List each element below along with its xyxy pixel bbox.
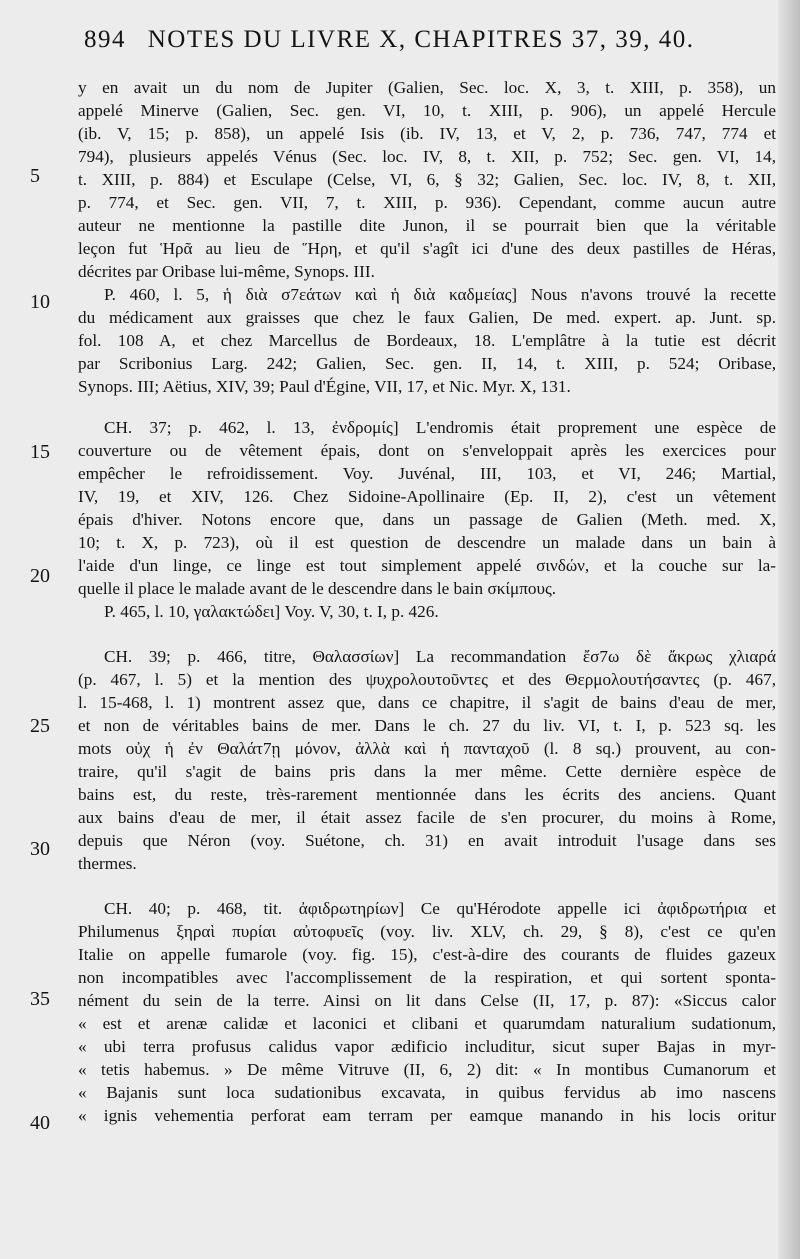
text-line: quelle il place le malade avant de le descendre dans le bain σκίμπους. (78, 579, 557, 598)
text-line: l. 15-468, l. 1) montrent assez que, dans ce chapitre, il s'agit de bains d'eau de mer, (78, 693, 776, 712)
text-line: 10; t. X, p. 723), où il est question de descendre un malade dans un bain à (78, 533, 776, 552)
line-number: 5 (30, 165, 40, 187)
text-line: « tetis habemus. » De même Vitruve (II, 6, 2) dit: « In montibus Cumanorum et (78, 1060, 776, 1079)
text-line: (p. 467, l. 5) et la mention des ψυχρολουτοῦντες et des Θερμολουτήσαντες (p. 467, (78, 670, 776, 689)
line-number: 40 (30, 1112, 50, 1134)
text-line: par Scribonius Larg. 242; Galien, Sec. gen. II, 14, t. XIII, p. 524; Oribase, (78, 354, 776, 373)
text-line: Philumenus ξηραὶ πυρίαι αὐτοφυεῖς (voy. liv. XLV, ch. 29, § 8), c'est ce qu'en (78, 922, 776, 941)
line-number: 25 (30, 715, 50, 737)
line-number: 30 (30, 838, 50, 860)
text-line: CH. 37; p. 462, l. 13, ἐνδρομίς] L'endromis était proprement une espèce de (104, 418, 776, 437)
text-line: depuis que Néron (voy. Suétone, ch. 31) en avait introduit l'usage dans ses (78, 831, 776, 850)
text-line: couverture ou de vêtement épais, dont on s'enveloppait après les exercices pour (78, 441, 776, 460)
text-line: appelé Minerve (Galien, Sec. gen. VI, 10, t. XIII, p. 906), un appelé Hercule (78, 101, 776, 120)
line-number: 15 (30, 441, 50, 463)
line-number: 20 (30, 565, 50, 587)
text-line: décrites par Oribase lui-même, Synops. III. (78, 262, 375, 281)
text-line: et non de véritables bains de mer. Dans le ch. 27 du liv. VI, t. I, p. 523 sq. les (78, 716, 776, 735)
text-line: p. 774, et Sec. gen. VII, 7, t. XIII, p. 936). Cependant, comme aucun autre (78, 193, 776, 212)
text-line: empêcher le refroidissement. Voy. Juvénal, III, 103, et VI, 246; Martial, (78, 464, 776, 483)
text-line: t. XIII, p. 884) et Esculape (Celse, VI, 6, § 32; Galien, Sec. loc. IV, 8, t. XII, (78, 170, 776, 189)
text-line: « ignis vehementia perforat eam terram per eamque manando in his locis oritur (78, 1106, 776, 1125)
text-line: aux bains d'eau de mer, il était assez facile de s'en procurer, du moins à Rome, (78, 808, 776, 827)
text-line: bains est, du reste, très-rarement mentionnée dans les écrits des anciens. Quant (78, 785, 776, 804)
text-line: (ib. V, 15; p. 858), un appelé Isis (ib. IV, 13, et V, 2, p. 736, 747, 774 et (78, 124, 776, 143)
text-line: P. 460, l. 5, ἡ διὰ σ7εάτων καὶ ἡ διὰ καδμείας] Nous n'avons trouvé la recette (104, 285, 776, 304)
text-line: y en avait un du nom de Jupiter (Galien, Sec. loc. X, 3, t. XIII, p. 358), un (78, 78, 776, 97)
text-line: 794), plusieurs appelés Vénus (Sec. loc. IV, 8, t. XII, p. 752; Sec. gen. VI, 14, (78, 147, 776, 166)
text-line: Synops. III; Aëtius, XIV, 39; Paul d'Égine, VII, 17, et Nic. Myr. X, 131. (78, 377, 571, 396)
section-gap (78, 623, 776, 645)
text-line: non incompatibles avec l'accomplissement de la respiration, et qui sortent sponta- (78, 968, 776, 987)
text-line: IV, 19, et XIV, 126. Chez Sidoine-Apollinaire (Ep. II, 2), c'est un vêtement (78, 487, 776, 506)
section-gap (78, 875, 776, 897)
text-line: du médicament aux graisses que chez le faux Galien, De med. expert. ap. Junt. sp. (78, 308, 776, 327)
text-line: « est et arenæ calidæ et laconici et clibani et quarumdam naturalium sudationum, (78, 1014, 776, 1033)
text-line: épais d'hiver. Notons encore que, dans un passage de Galien (Meth. med. X, (78, 510, 776, 529)
text-line: fol. 108 A, et chez Marcellus de Bordeaux, 18. L'emplâtre à la tutie est décrit (78, 331, 776, 350)
notes-body (78, 76, 776, 1127)
text-line: Italie on appelle fumarole (voy. fig. 15), c'est-à-dire des courants de fluides gazeux (78, 945, 776, 964)
line-number: 10 (30, 291, 50, 313)
page-number: 894 (84, 26, 126, 53)
running-title: NOTES DU LIVRE X, CHAPITRES 37, 39, 40. (147, 26, 695, 53)
text-line: CH. 39; p. 466, titre, Θαλασσίων] La recommandation ἔσ7ω δὲ ἄκρως χλιαρά (104, 647, 776, 666)
section-gap (78, 398, 776, 416)
text-line: leçon fut Ἡρᾶ au lieu de Ἥρη, et qu'il s'agît ici d'une des deux pastilles de Héras, (78, 239, 776, 258)
text-line: CH. 40; p. 468, tit. ἀφιδρωτηρίων] Ce qu'Hérodote appelle ici ἀφιδρωτήρια et (104, 899, 776, 918)
text-line: thermes. (78, 854, 137, 873)
page-edge-shadow (778, 0, 800, 1259)
text-line: auteur ne mentionne la pastille dite Junon, il se pourrait bien que la véritable (78, 216, 776, 235)
text-line: traire, qu'il s'agit de bains pris dans la mer même. Cette dernière espèce de (78, 762, 776, 781)
text-line: P. 465, l. 10, γαλακτώδει] Voy. V, 30, t. I, p. 426. (104, 602, 439, 621)
line-number: 35 (30, 988, 50, 1010)
text-line: mots οὐχ ἡ ἐν Θαλάτ7ῃ μόνον, ἀλλὰ καὶ ἡ πανταχοῦ (l. 8 sq.) prouvent, au con- (78, 739, 776, 758)
text-line: « Bajanis sunt loca sudationibus excavata, in quibus fervidus ab imo nascens (78, 1083, 776, 1102)
text-line: nément du sein de la terre. Ainsi on lit dans Celse (II, 17, p. 87): «Siccus calor (78, 991, 776, 1010)
text-line: l'aide d'un linge, ce linge est tout simplement appelé σινδών, et la couche sur la- (78, 556, 776, 575)
text-line: « ubi terra profusus calidus vapor ædificio includitur, sicut super Bajas in myr- (78, 1037, 776, 1056)
page-header (84, 26, 774, 54)
